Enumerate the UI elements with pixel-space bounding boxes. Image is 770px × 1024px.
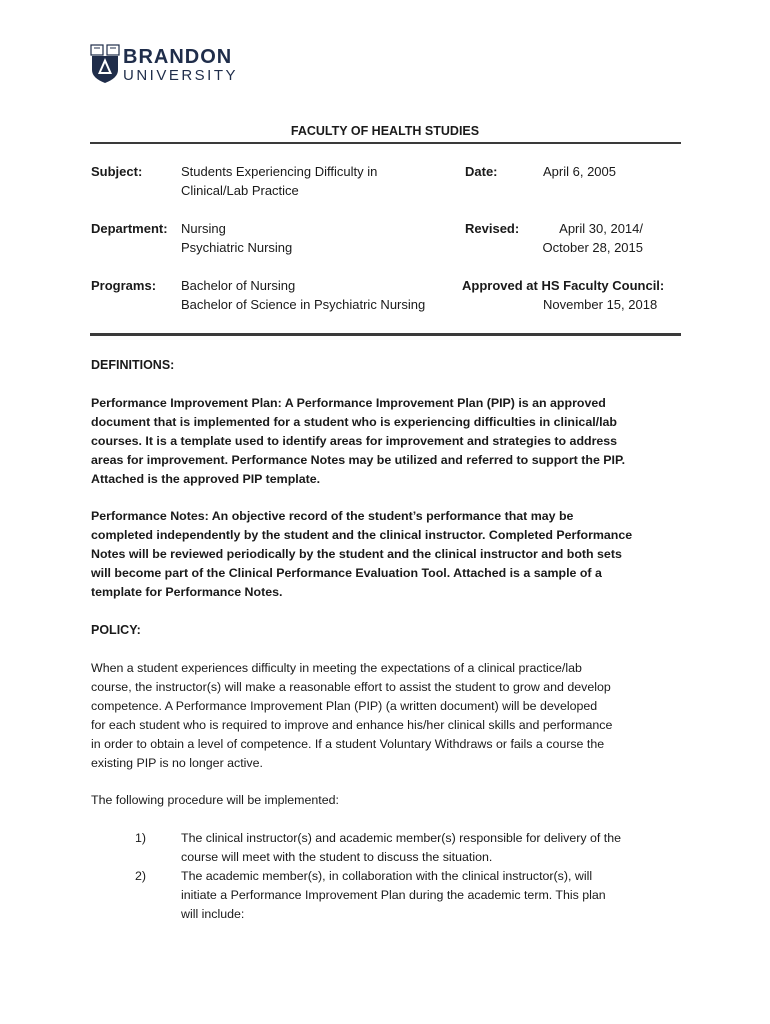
notes-definition-line: completed independently by the student and the clinical instructor. Completed Performance [91,528,633,542]
subject-label: Subject: [91,164,143,179]
policy-body-line: for each student who is required to improve and enhance his/her clinical skills and performance [91,718,613,732]
procedure-item-line: The academic member(s), in collaboration with the clinical instructor(s), will [181,869,593,883]
subject-line: Students Experiencing Difficulty in [181,164,378,179]
logo-wordmark-line1: BRANDON [123,46,233,68]
department-value [181,219,292,257]
pip-definition [91,394,691,489]
subject-line: Clinical/Lab Practice [181,183,299,198]
notes-definition-line: will become part of the Clinical Performance Evaluation Tool. Attached is a sample of a [91,566,602,580]
notes-definition-line: Performance Notes: An objective record of the student’s performance that may be [91,509,574,523]
policy-body-line: competence. A Performance Improvement Plan (PIP) (a written document) will be developed [91,699,598,713]
department-label: Department: [91,221,168,236]
definitions-heading: DEFINITIONS: [91,358,175,372]
programs-label: Programs: [91,278,157,293]
header-top-rule [90,142,681,144]
approved-label: Approved at HS Faculty Council: [462,278,665,293]
brandon-university-crest-icon [90,44,120,84]
programs-line: Bachelor of Science in Psychiatric Nursing [181,297,426,312]
pip-definition-line: courses. It is a template used to identify areas for improvement and strategies to address [91,434,618,448]
procedure-item-line: The clinical instructor(s) and academic member(s) responsible for delivery of the [181,831,622,845]
procedure-item-line: course will meet with the student to discuss the situation. [181,850,493,864]
revised-label: Revised: [465,221,520,236]
policy-body-line: existing PIP is no longer active. [91,756,263,770]
date-value: April 6, 2005 [543,164,616,179]
performance-notes-definition [91,507,691,602]
logo-wordmark-line2: UNIVERSITY [123,67,239,84]
procedure-item-text [181,867,691,924]
procedure-item-line: initiate a Performance Improvement Plan during the academic term. This plan [181,888,606,902]
procedure-item-number: 2) [135,869,147,883]
document-title: FACULTY OF HEALTH STUDIES [290,124,480,138]
pip-definition-line: areas for improvement. Performance Notes may be utilized and referred to support the PIP. [91,453,626,467]
programs-line: Bachelor of Nursing [181,278,296,293]
date-label: Date: [465,164,498,179]
department-line: Psychiatric Nursing [181,240,293,255]
pip-definition-line: Attached is the approved PIP template. [91,472,321,486]
policy-body-line: in order to obtain a level of competence. If a student Voluntary Withdraws or fails a course the [91,737,605,751]
policy-body [91,659,691,773]
revised-line: October 28, 2015 [542,240,643,255]
header-bottom-rule [90,333,681,336]
notes-definition-line: Notes will be reviewed periodically by the student and the clinical instructor and both sets [91,547,622,561]
university-logo [90,44,250,86]
pip-definition-line: Performance Improvement Plan: A Performance Improvement Plan (PIP) is an approved [91,396,606,410]
notes-definition-line: template for Performance Notes. [91,585,283,599]
subject-value [181,162,377,200]
department-line: Nursing [181,221,226,236]
approved-value: November 15, 2018 [543,297,658,312]
procedure-intro: The following procedure will be implemented: [91,793,339,807]
revised-line: April 30, 2014/ [559,221,643,236]
policy-heading: POLICY: [91,623,141,637]
pip-definition-line: document that is implemented for a student who is experiencing difficulties in clinical/lab [91,415,618,429]
procedure-item-line: will include: [181,907,245,921]
revised-value [537,219,643,257]
procedure-item-text [181,829,691,867]
procedure-item-number: 1) [135,831,147,845]
policy-body-line: course, the instructor(s) will make a reasonable effort to assist the student to grow and develop [91,680,611,694]
programs-value [181,276,425,314]
policy-body-line: When a student experiences difficulty in meeting the expectations of a clinical practice/lab [91,661,582,675]
